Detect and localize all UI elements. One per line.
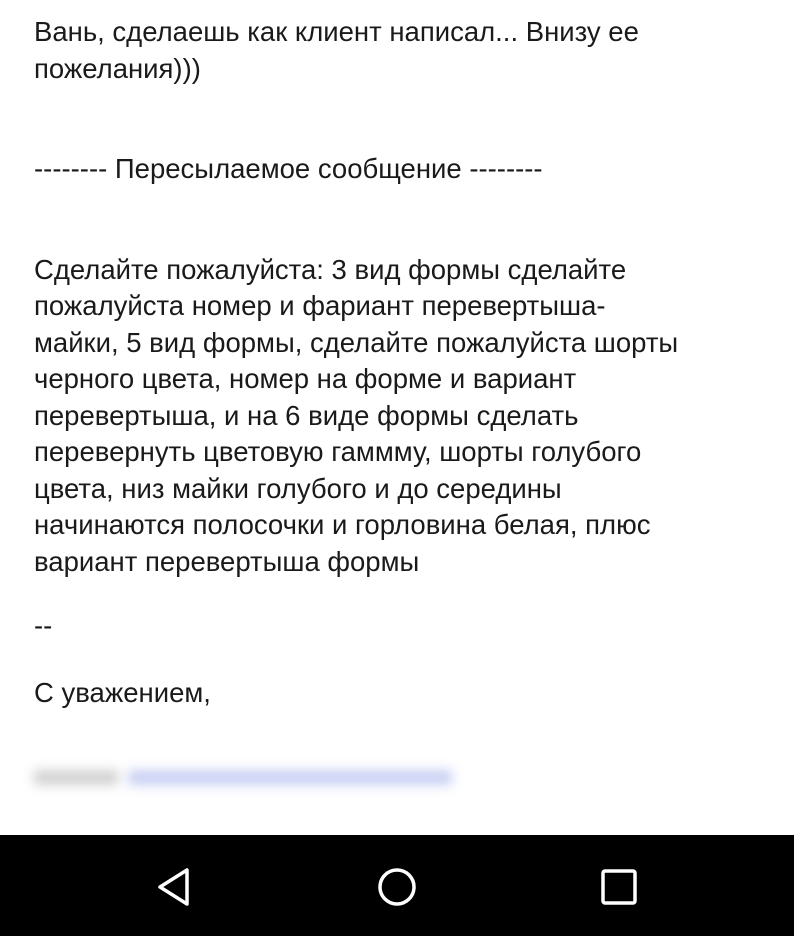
body-line: вариант перевертыша формы (34, 545, 420, 577)
blurred-email-link: xxxxxxxxxxxxxxxxxxxxxxxxxxx (128, 763, 452, 790)
email-body (34, 14, 764, 711)
regards-text: С уважением, (34, 676, 211, 708)
body-line: перевертыша, и на 6 виде формы сделать (34, 399, 579, 431)
back-icon (153, 865, 197, 909)
body-line: пожалуйста номер и фариант перевертыша- (34, 290, 606, 321)
recents-button[interactable] (597, 865, 641, 909)
home-button[interactable] (375, 865, 419, 909)
body-line: перевернуть цветовую гаммму, шорты голубого (34, 436, 642, 467)
body-line: начинаются полосочки и горловина белая, плюс (34, 509, 651, 540)
body-line: цвета, низ майки голубого и до середины (34, 472, 562, 504)
blurred-sender-email (34, 760, 504, 794)
body-line: черного цвета, номер на форме и вариант (34, 363, 577, 394)
recents-icon (597, 865, 641, 909)
forwarded-message-body (34, 252, 764, 581)
home-icon (375, 865, 419, 909)
body-line: майки, 5 вид формы, сделайте пожалуйста шорты (34, 326, 679, 358)
blurred-sender-name: xxxxxxx (34, 763, 118, 790)
intro-line: Вань, сделаешь как клиент написал... Внизу ее (34, 16, 639, 47)
back-button[interactable] (153, 865, 197, 909)
body-line: Сделайте пожалуйста: 3 вид формы сделайте (34, 253, 627, 285)
intro-line: пожелания))) (34, 52, 201, 84)
signature-separator: -- (34, 610, 53, 641)
system-navigation-bar (0, 835, 794, 936)
intro-text (34, 14, 764, 87)
forwarded-message-header: -------- Пересылаемое сообщение -------- (34, 153, 543, 184)
